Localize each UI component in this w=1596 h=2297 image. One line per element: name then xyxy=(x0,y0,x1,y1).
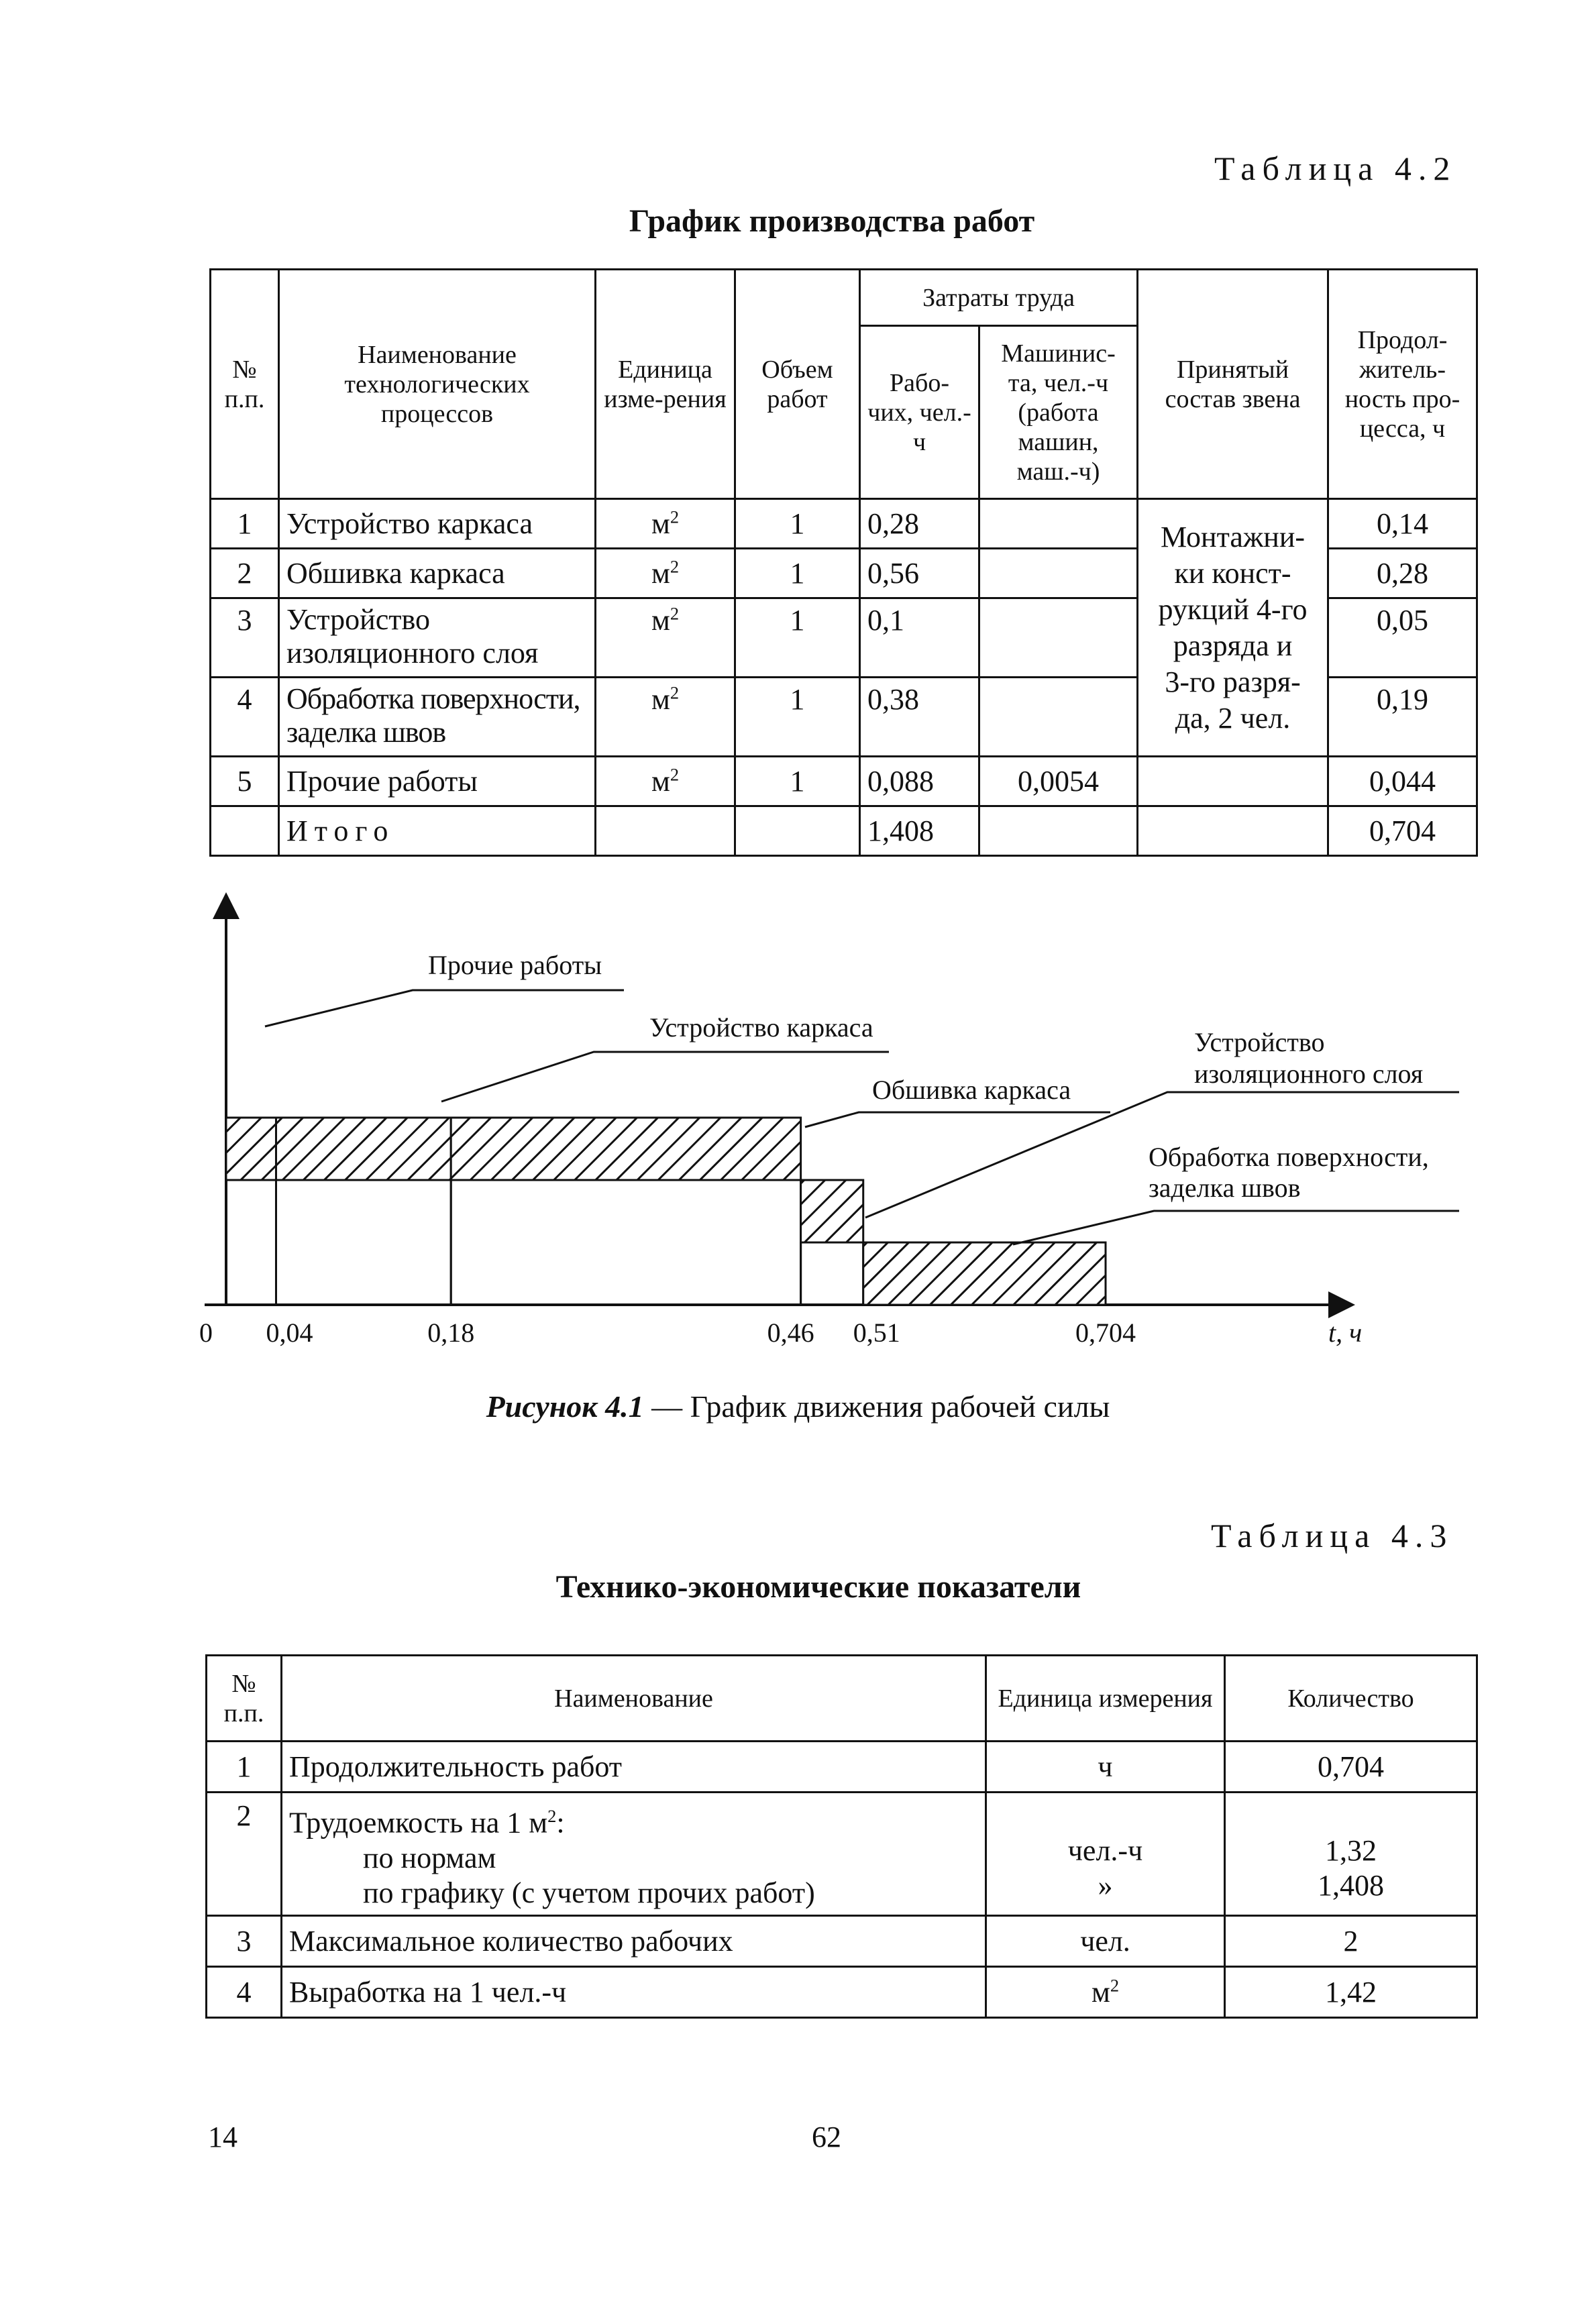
row-duration: 0,28 xyxy=(1328,549,1477,598)
row-sub-norms: по нормам xyxy=(363,1841,496,1874)
row-workers: 0,28 xyxy=(860,499,979,549)
row-unit: ч xyxy=(986,1742,1225,1793)
row-duration: 0,05 xyxy=(1328,598,1477,678)
table-43-title: Технико-экономические показатели xyxy=(555,1569,1081,1605)
row-workers: 0,38 xyxy=(860,678,979,757)
total-duration: 0,704 xyxy=(1328,806,1477,856)
table-row xyxy=(211,499,1477,549)
table-row xyxy=(211,757,1477,806)
table-4-3 xyxy=(205,1654,1478,2019)
table-42-title: График производства работ xyxy=(629,203,1035,239)
row-num: 4 xyxy=(211,678,279,757)
header-num: № п.п. xyxy=(211,270,279,499)
header-workers: Рабо-чих, чел.-ч xyxy=(860,326,979,499)
label-insulation-1: Устройство xyxy=(1194,1027,1325,1057)
label-other: Прочие работы xyxy=(428,950,602,980)
row-name: Максимальное количество рабочих xyxy=(282,1916,986,1967)
row-duration: 0,14 xyxy=(1328,499,1477,549)
table-42-caption: Таблица 4.2 xyxy=(1214,150,1457,187)
label-frame: Устройство каркаса xyxy=(649,1012,873,1043)
row-workers: 0,56 xyxy=(860,549,979,598)
chart-ticks xyxy=(199,1318,1136,1348)
row-unit: $м^2$ xyxy=(596,678,735,757)
label-insulation-2: изоляционного слоя xyxy=(1194,1059,1424,1089)
row-unit: $м^2$ xyxy=(596,598,735,678)
chart-segments xyxy=(226,1118,1106,1305)
crew-cell xyxy=(1138,499,1328,757)
row-qty: 2 xyxy=(1225,1916,1477,1967)
x-tick-label: 0,46 xyxy=(767,1318,814,1348)
row-volume: 1 xyxy=(735,549,860,598)
row-machinists xyxy=(979,549,1138,598)
row-name: Прочие работы xyxy=(279,757,596,806)
total-unit-empty xyxy=(596,806,735,856)
total-machinists-empty xyxy=(979,806,1138,856)
row-volume: 1 xyxy=(735,598,860,678)
table-row xyxy=(207,1916,1477,1967)
row-name: Обработка поверхности, заделка швов xyxy=(279,678,596,757)
row-unit: чел. xyxy=(986,1916,1225,1967)
leader-sheathing xyxy=(805,1112,1110,1127)
header-labor-group: Затраты труда xyxy=(860,270,1138,326)
chart-segment-2 xyxy=(276,1118,451,1180)
total-num-empty xyxy=(211,806,279,856)
row-name: Обшивка каркаса xyxy=(279,549,596,598)
crew-line: ки конст- xyxy=(1174,556,1291,590)
leader-other xyxy=(265,990,624,1026)
header-name: Наименование технологических процессов xyxy=(279,270,596,499)
row-name: Устройство изоляционного слоя xyxy=(279,598,596,678)
row-num: 3 xyxy=(211,598,279,678)
row-num: 5 xyxy=(211,757,279,806)
page-number-left: 14 xyxy=(208,2121,237,2153)
chart-segment-4 xyxy=(801,1180,863,1242)
row-num: 1 xyxy=(211,499,279,549)
labour-chart xyxy=(0,872,1596,1382)
row-qty: 0,704 xyxy=(1225,1742,1477,1793)
row-num: 2 xyxy=(207,1793,282,1916)
total-workers: 1,408 xyxy=(860,806,979,856)
header-num: № п.п. xyxy=(207,1656,282,1742)
figure-caption-label: Рисунок 4.1 xyxy=(486,1389,644,1424)
row-workers: 0,1 xyxy=(860,598,979,678)
x-tick-label: 0,51 xyxy=(853,1318,900,1348)
row-num: 4 xyxy=(207,1967,282,2018)
header-qty: Количество xyxy=(1225,1656,1477,1742)
row-machinists: 0,0054 xyxy=(979,757,1138,806)
row-crew-empty xyxy=(1138,757,1328,806)
chart-segment-3 xyxy=(451,1118,800,1180)
header-crew: Принятый состав звена xyxy=(1138,270,1328,499)
row-unit: $м^2$ xyxy=(596,549,735,598)
table-row xyxy=(207,1742,1477,1793)
table-row xyxy=(207,1967,1477,2018)
label-sheathing: Обшивка каркаса xyxy=(872,1075,1071,1105)
crew-line: 3-го разря- xyxy=(1165,665,1301,698)
row-machinists xyxy=(979,678,1138,757)
row-duration: 0,19 xyxy=(1328,678,1477,757)
row-machinists xyxy=(979,499,1138,549)
row-volume: 1 xyxy=(735,757,860,806)
row-qty: 1,32 1,408 xyxy=(1225,1793,1477,1916)
chart-segment-1 xyxy=(226,1118,276,1180)
figure-caption-text: — График движения рабочей силы xyxy=(643,1389,1110,1424)
crew-line: разряда и xyxy=(1173,629,1293,662)
row-num: 2 xyxy=(211,549,279,598)
row-name: Выработка на 1 чел.-ч xyxy=(282,1967,986,2018)
total-row xyxy=(211,806,1477,856)
row-volume: 1 xyxy=(735,678,860,757)
leader-finishing xyxy=(1013,1211,1459,1244)
row-machinists xyxy=(979,598,1138,678)
total-crew-empty xyxy=(1138,806,1328,856)
header-unit: Единица изме-рения xyxy=(596,270,735,499)
header-volume: Объем работ xyxy=(735,270,860,499)
table-4-2 xyxy=(209,268,1478,857)
crew-line: Монтажни- xyxy=(1161,520,1306,553)
row-workers: 0,088 xyxy=(860,757,979,806)
row-sub-schedule: по графику (с учетом прочих работ) xyxy=(363,1876,815,1909)
leader-frame xyxy=(441,1052,889,1102)
header-name: Наименование xyxy=(282,1656,986,1742)
total-label: Итого xyxy=(279,806,596,856)
header-duration: Продол-житель-ность про-цесса, ч xyxy=(1328,270,1477,499)
header-machinists: Машинис-та, чел.-ч (работа машин, маш.-ч) xyxy=(979,326,1138,499)
row-name: Устройство каркаса xyxy=(279,499,596,549)
label-finishing-1: Обработка поверхности, xyxy=(1149,1142,1429,1172)
crew-line: да, 2 чел. xyxy=(1175,701,1291,735)
row-unit: $м^2$ xyxy=(596,499,735,549)
label-finishing-2: заделка швов xyxy=(1149,1173,1301,1203)
row-unit: $м^2$ xyxy=(986,1967,1225,2018)
x-tick-label: 0,18 xyxy=(427,1318,475,1348)
table-43-caption: Таблица 4.3 xyxy=(1211,1517,1454,1554)
x-axis-label: t, ч xyxy=(1328,1318,1363,1348)
figure-caption xyxy=(0,1389,1596,1424)
row-num: 1 xyxy=(207,1742,282,1793)
header-unit: Единица измерения xyxy=(986,1656,1225,1742)
row-num: 3 xyxy=(207,1916,282,1967)
total-volume-empty xyxy=(735,806,860,856)
x-tick-label: 0 xyxy=(199,1318,213,1348)
page-number-center: 62 xyxy=(812,2121,841,2153)
row-name: Продолжительность работ xyxy=(282,1742,986,1793)
row-qty: 1,42 xyxy=(1225,1967,1477,2018)
row-name: Трудоемкость на 1 $м^2$: по нормам по графику (с учетом прочих работ) xyxy=(282,1793,986,1916)
chart-segment-5 xyxy=(863,1242,1106,1305)
row-unit: $м^2$ xyxy=(596,757,735,806)
x-tick-label: 0,704 xyxy=(1075,1318,1136,1348)
row-duration: 0,044 xyxy=(1328,757,1477,806)
row-unit: чел.-ч » xyxy=(986,1793,1225,1916)
row-volume: 1 xyxy=(735,499,860,549)
crew-line: рукций 4-го xyxy=(1158,592,1308,626)
x-tick-label: 0,04 xyxy=(266,1318,313,1348)
table-row xyxy=(207,1793,1477,1916)
